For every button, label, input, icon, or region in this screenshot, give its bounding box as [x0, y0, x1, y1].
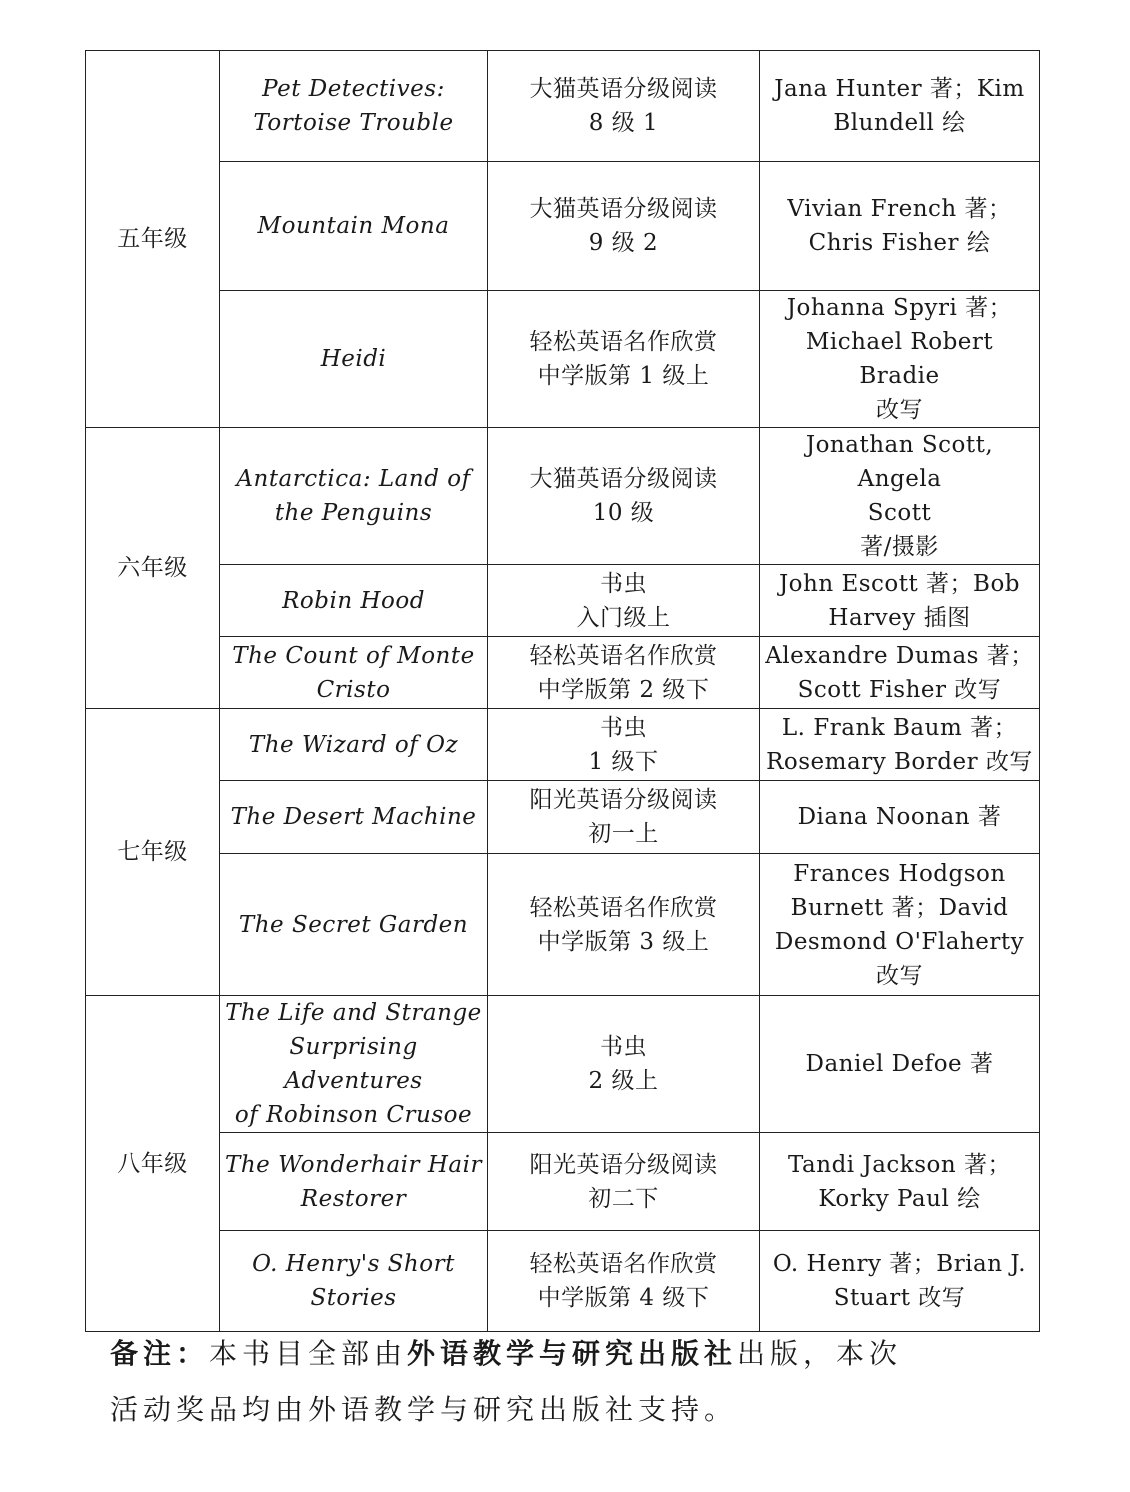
footnote-line-2: 活动奖品均由外语教学与研究出版社支持。 — [110, 1393, 738, 1426]
author-cell: Vivian French 著； Chris Fisher 绘 — [760, 162, 1040, 291]
table-row — [86, 1133, 1040, 1231]
footnote-line-1 — [110, 1326, 1010, 1382]
author-cell: John Escott 著；Bob Harvey 插图 — [760, 565, 1040, 637]
series-cell: 阳光英语分级阅读 初一上 — [488, 781, 760, 854]
grade-cell: 七年级 — [86, 709, 220, 996]
author-cell: Diana Noonan 著 — [760, 781, 1040, 854]
book-title-cell: Mountain Mona — [220, 162, 488, 291]
table-row — [86, 781, 1040, 854]
book-title-cell: The Secret Garden — [220, 854, 488, 996]
table-row — [86, 854, 1040, 996]
book-title-cell: Antarctica: Land of the Penguins — [220, 428, 488, 565]
series-cell: 书虫 2 级上 — [488, 996, 760, 1133]
table-row — [86, 162, 1040, 291]
table-row — [86, 709, 1040, 781]
series-cell: 轻松英语名作欣赏 中学版第 4 级下 — [488, 1231, 760, 1332]
series-cell: 大猫英语分级阅读 8 级 1 — [488, 51, 760, 162]
author-cell: Johanna Spyri 著； Michael Robert Bradie 改写 — [760, 291, 1040, 428]
table-row — [86, 565, 1040, 637]
series-cell: 书虫 入门级上 — [488, 565, 760, 637]
book-title-cell: Heidi — [220, 291, 488, 428]
table-row — [86, 428, 1040, 565]
series-cell: 阳光英语分级阅读 初二下 — [488, 1133, 760, 1231]
book-title-cell: The Desert Machine — [220, 781, 488, 854]
book-title-cell: Robin Hood — [220, 565, 488, 637]
table-row — [86, 1231, 1040, 1332]
book-title-cell: Pet Detectives: Tortoise Trouble — [220, 51, 488, 162]
series-cell: 大猫英语分级阅读 9 级 2 — [488, 162, 760, 291]
book-title-cell: The Life and Strange Surprising Adventures of Robinson Crusoe — [220, 996, 488, 1133]
table-row — [86, 51, 1040, 162]
series-cell: 轻松英语名作欣赏 中学版第 3 级上 — [488, 854, 760, 996]
grade-cell: 五年级 — [86, 51, 220, 428]
note-text: 出版，本次 — [737, 1337, 903, 1370]
author-cell: Frances Hodgson Burnett 著；David Desmond O'Flaherty 改写 — [760, 854, 1040, 996]
note-label: 备注： — [110, 1337, 210, 1370]
table-row — [86, 996, 1040, 1133]
author-cell: Tandi Jackson 著； Korky Paul 绘 — [760, 1133, 1040, 1231]
author-cell: Daniel Defoe 著 — [760, 996, 1040, 1133]
series-cell: 大猫英语分级阅读 10 级 — [488, 428, 760, 565]
book-list-table — [85, 50, 1040, 1332]
author-cell: Alexandre Dumas 著； Scott Fisher 改写 — [760, 637, 1040, 709]
book-title-cell: O. Henry's Short Stories — [220, 1231, 488, 1332]
author-cell: L. Frank Baum 著； Rosemary Border 改写 — [760, 709, 1040, 781]
grade-cell: 六年级 — [86, 428, 220, 709]
series-cell: 轻松英语名作欣赏 中学版第 1 级上 — [488, 291, 760, 428]
author-cell: O. Henry 著；Brian J. Stuart 改写 — [760, 1231, 1040, 1332]
table-row — [86, 291, 1040, 428]
series-cell: 书虫 1 级下 — [488, 709, 760, 781]
grade-cell: 八年级 — [86, 996, 220, 1332]
author-cell: Jana Hunter 著；Kim Blundell 绘 — [760, 51, 1040, 162]
table-row — [86, 637, 1040, 709]
publisher-name: 外语教学与研究出版社 — [407, 1337, 738, 1370]
note-text: 本书目全部由 — [209, 1337, 408, 1370]
footnote — [110, 1326, 1010, 1438]
book-title-cell: The Count of Monte Cristo — [220, 637, 488, 709]
book-title-cell: The Wonderhair Hair Restorer — [220, 1133, 488, 1231]
book-title-cell: The Wizard of Oz — [220, 709, 488, 781]
series-cell: 轻松英语名作欣赏 中学版第 2 级下 — [488, 637, 760, 709]
author-cell: Jonathan Scott, Angela Scott 著/摄影 — [760, 428, 1040, 565]
